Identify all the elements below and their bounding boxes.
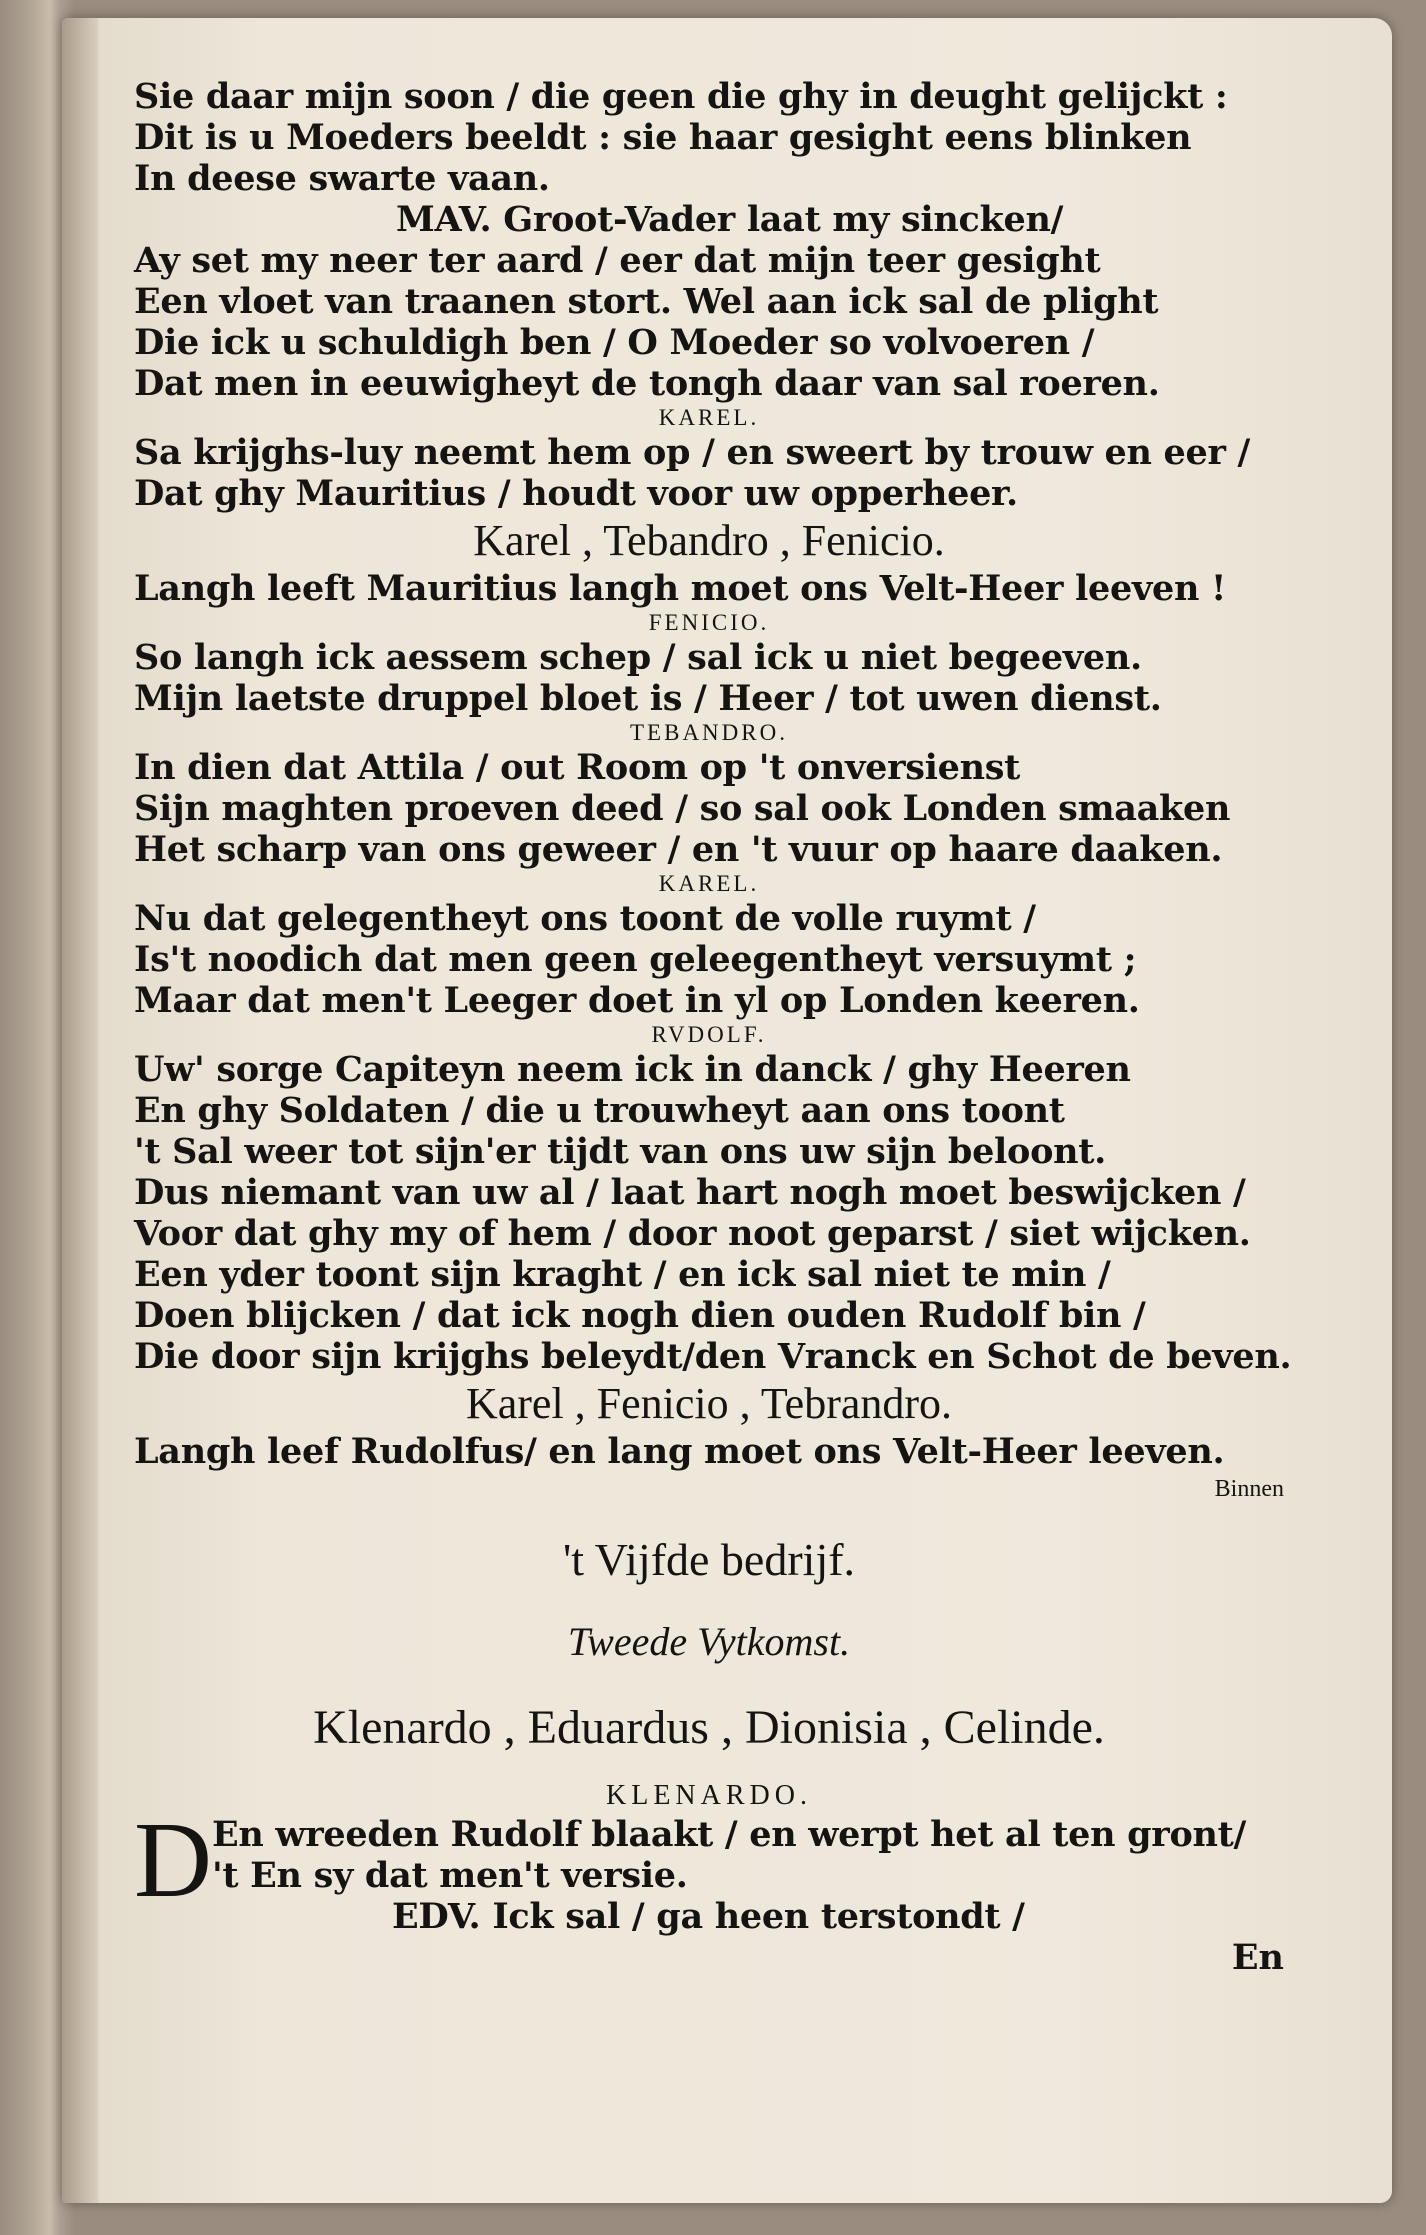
closing-line-2: 't En sy dat men't versie.: [212, 1855, 688, 1896]
speaker-name: KAREL.: [658, 871, 760, 896]
verse-line: Dus niemant van uw al / laat hart nogh moet beswijcken /: [134, 1172, 1246, 1213]
verse-line: En ghy Soldaten / die u trouwheyt aan ons toont: [134, 1090, 1065, 1131]
verse-line: Sa krijghs-luy neemt hem op / en sweert by trouw en eer /: [134, 432, 1250, 473]
verse-line: 't Sal weer tot sijn'er tijdt van ons uw sijn beloont.: [134, 1131, 1107, 1172]
page-text: [134, 76, 1292, 1978]
verse-line: In deese swarte vaan.: [134, 158, 550, 199]
closing-line-1: En wreeden Rudolf blaakt / en werpt het al ten gront/: [212, 1814, 1246, 1855]
catchword: Binnen: [1214, 1476, 1284, 1502]
speaker-name: RVDOLF.: [651, 1022, 767, 1047]
verse-line: Het scharp van ons geweer / en 't vuur op haare daaken.: [134, 829, 1223, 870]
verse-block: [134, 76, 1292, 1506]
verse-line: In dien dat Attila / out Room op 't onversienst: [134, 747, 1021, 788]
speaker-klenardo: KLENARDO.: [606, 1780, 812, 1811]
cast-list: Klenardo , Eduardus , Dionisia , Celinde.: [313, 1701, 1105, 1754]
verse-line: Sijn maghten proeven deed / so sal ook Londen smaaken: [134, 788, 1231, 829]
verse-line: Die door sijn krijghs beleydt/den Vranck en Schot de beven.: [134, 1336, 1292, 1377]
verse-line: Dat ghy Mauritius / houdt voor uw opperheer.: [134, 473, 1018, 514]
verse-line: Maar dat men't Leeger doet in yl op Londen keeren.: [134, 980, 1140, 1021]
verse-line: So langh ick aessem schep / sal ick u niet begeeven.: [134, 637, 1142, 678]
speaker-name: FENICIO.: [648, 610, 770, 635]
last-line: EDV. Ick sal / ga heen terstondt /: [392, 1896, 1025, 1937]
speaker-name: TEBANDRO.: [630, 720, 788, 745]
verse-line: Langh leef Rudolfus/ en lang moet ons Velt-Heer leeven.: [134, 1431, 1225, 1472]
verse-line: Langh leeft Mauritius langh moet ons Velt-Heer leeven !: [134, 568, 1227, 609]
verse-line: Mijn laetste druppel bloet is / Heer / tot uwen dienst.: [134, 678, 1162, 719]
verse-line: Een yder toont sijn kraght / en ick sal niet te min /: [134, 1254, 1111, 1295]
drop-cap: D: [134, 1801, 212, 1920]
verse-line: Die ick u schuldigh ben / O Moeder so volvoeren /: [134, 322, 1095, 363]
scene-heading: Tweede Vytkomst.: [567, 1619, 851, 1664]
act-heading: 't Vijfde bedrijf.: [562, 1534, 856, 1585]
verse-line: MAV. Groot-Vader laat my sincken/: [396, 199, 1064, 240]
speaker-group: Karel , Fenicio , Tebrandro.: [465, 1379, 953, 1428]
verse-line: Doen blijcken / dat ick nogh dien ouden Rudolf bin /: [134, 1295, 1146, 1336]
opening-passage: [134, 1801, 1284, 1937]
verse-line: Ay set my neer ter aard / eer dat mijn teer gesight: [134, 240, 1101, 281]
verse-line: Dit is u Moeders beeldt : sie haar gesight eens blinken: [134, 117, 1192, 158]
verse-line: Een vloet van traanen stort. Wel aan ick sal de plight: [134, 281, 1159, 322]
verse-line: Voor dat ghy my of hem / door noot geparst / siet wijcken.: [134, 1213, 1251, 1254]
verse-line: Is't noodich dat men geen geleegentheyt versuymt ;: [134, 939, 1137, 980]
speaker-group: Karel , Tebandro , Fenicio.: [473, 516, 945, 565]
page-gutter: [62, 18, 98, 2203]
verse-line: Sie daar mijn soon / die geen die ghy in deught gelijckt :: [134, 76, 1228, 117]
verse-line: Nu dat gelegentheyt ons toont de volle ruymt /: [134, 898, 1036, 939]
book-page: [62, 18, 1392, 2203]
speaker-name: KAREL.: [658, 405, 760, 430]
final-catchword: En: [1231, 1937, 1284, 1978]
verse-line: Uw' sorge Capiteyn neem ick in danck / ghy Heeren: [134, 1049, 1131, 1090]
verse-line: Dat men in eeuwigheyt de tongh daar van sal roeren.: [134, 363, 1160, 404]
